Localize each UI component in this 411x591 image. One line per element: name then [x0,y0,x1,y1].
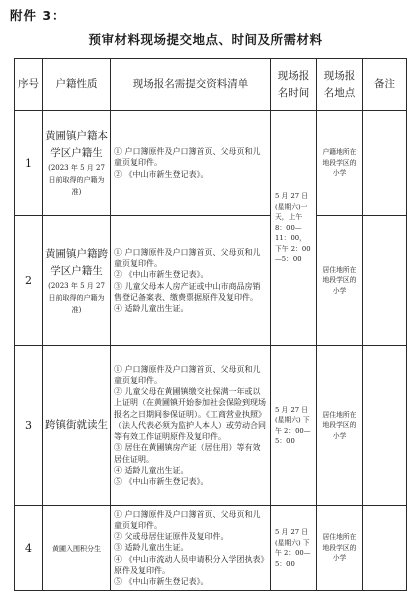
table-row [15,216,407,346]
header-nature: 户籍性质 [43,59,111,111]
material-item: ④ 适龄儿童出生证。 [114,465,189,475]
row-number: 2 [15,216,43,346]
row-materials [111,506,271,591]
row-materials [111,346,271,506]
material-item: ② 儿童父母在黄圃镇缴交社保满一年或以上证明（在黄圃镇开始参加社会保险到现场报名之日期间参保证明）。《工商营业执照》（法人代表必须为监护人本人）或劳动合同等有效工作证明原件及复印件。 [114,387,266,442]
nature-note: (2023 年 5 月 27 日前取得的户籍为准) [48,281,105,314]
table-row [15,346,407,506]
material-item: ② 《中山市新生登记表》。 [114,270,209,280]
row-nature [43,111,111,216]
material-item: ③ 儿童父母本人房产证或中山市商品房销售登记备案表、缴费票据原件及复印件。 [114,281,261,302]
row-remark [363,111,407,216]
table-row [15,111,407,216]
attachment-label: 附件 3： [10,8,66,23]
row-time: 5 月 27 日(星期六) 下午 2：00—5：00 [271,506,317,591]
header-no: 序号 [15,59,43,111]
nature-note: (2023 年 5 月 27 日前取得的户籍为准) [48,164,105,196]
row-remark [363,506,407,591]
row-number: 4 [15,506,43,591]
row-nature [43,506,111,591]
material-item: ① 户口簿原件及户口簿首页、父母页和儿童页复印件。 [114,247,261,269]
row-place: 户籍地所在地段学区的小学 [317,111,363,216]
nature-text: 跨镇街就读生 [45,419,108,431]
material-item: ① 户口簿原件及户口簿首页、父母页和儿童页复印件。 [114,509,261,530]
materials-table [14,58,407,591]
header-place: 现场报名地点 [317,59,363,111]
material-item: ⑤ 《中山市新生登记表》。 [114,577,209,586]
header-time: 现场报名时间 [271,59,317,111]
row-materials [111,111,271,216]
table-row [15,506,407,591]
nature-text: 黄圃入围积分生 [52,544,101,553]
row-number: 1 [15,111,43,216]
material-item: ② 父或母居住证原件及复印件。 [114,532,229,542]
row-time-shared: 5 月 27 日(星期六)一天，上午 8：00—11：00，下午 2：00—5：00 [271,111,317,346]
material-item: ① 户口簿原件及户口簿首页、父母页和儿童页复印件。 [114,147,261,168]
row-materials [111,216,271,346]
row-nature [43,216,111,346]
material-item: ⑤ 《中山市新生登记表》。 [114,476,209,486]
row-place: 居住地所在地段学区的小学 [317,346,363,506]
material-item: ② 《中山市新生登记表》。 [114,169,209,179]
row-remark [363,216,407,346]
row-nature [43,346,111,506]
material-item: ① 户口簿原件及户口簿首页、父母页和儿童页复印件。 [114,364,261,386]
row-remark [363,346,407,506]
table-header-row [15,59,407,111]
material-item: ③ 居住在黄圃镇房产证（居住用）等有效居住证明。 [114,443,261,464]
material-item: ④ 《中山市流动人员申请积分入学团执表》原件及复印件。 [114,554,265,575]
material-item: ④ 适龄儿童出生证。 [114,303,189,313]
row-time: 5 月 27 日(星期六) 下午 2：00—5：00 [271,346,317,506]
document-title: 预审材料现场提交地点、时间及所需材料 [88,32,323,47]
header-remark: 备注 [363,59,407,111]
row-place: 居住地所在地段学区的小学 [317,506,363,591]
header-materials: 现场报名需提交资料清单 [111,59,271,111]
row-number: 3 [15,346,43,506]
nature-text: 黄圃镇户籍跨学区户籍生 [45,247,108,277]
material-item: ③ 适龄儿童出生证。 [114,543,189,553]
row-place: 居住地所在地段学区的小学 [317,216,363,346]
nature-text: 黄圃镇户籍本学区户籍生 [45,130,108,159]
